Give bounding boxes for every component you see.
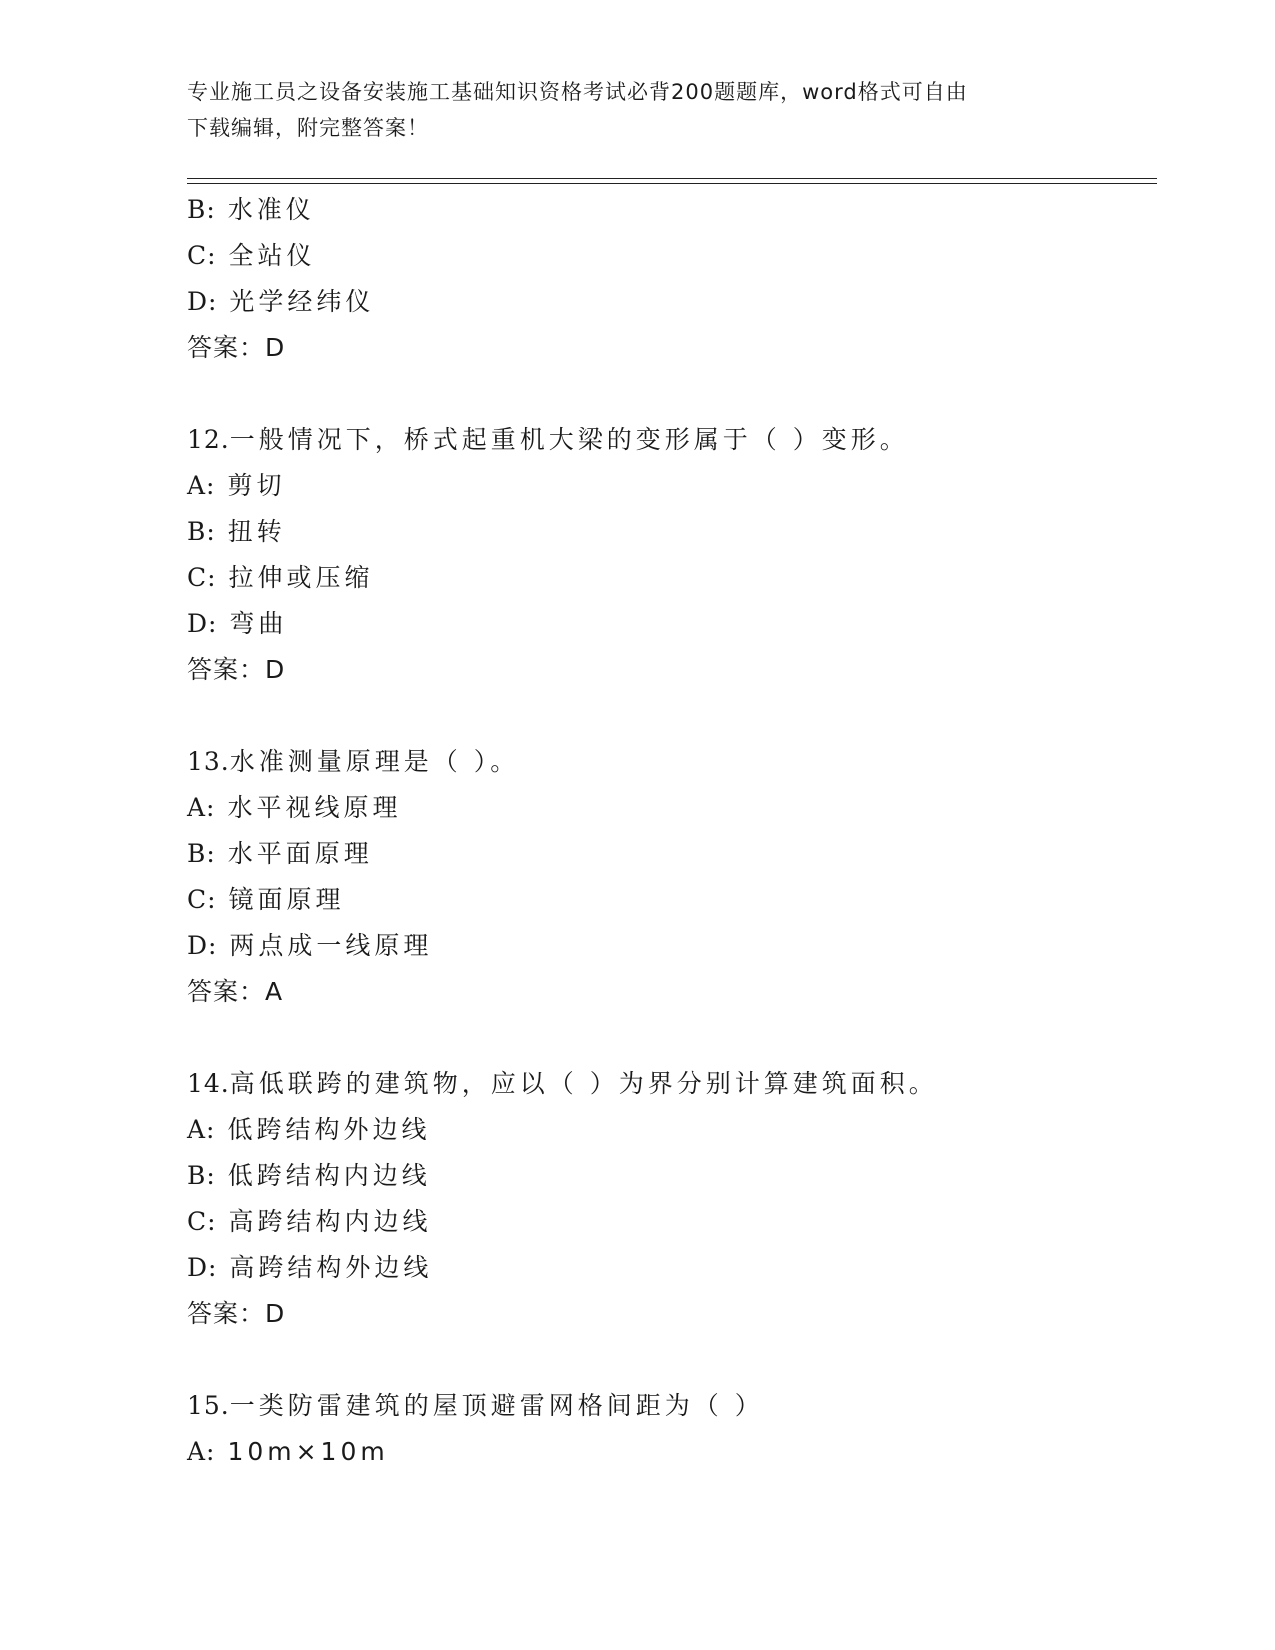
option-a bbox=[187, 463, 1157, 509]
option-c bbox=[187, 233, 1157, 279]
option-text: 低跨结构内边线 bbox=[227, 1161, 431, 1190]
question-number: 13. bbox=[187, 747, 230, 776]
option-text: 低跨结构外边线 bbox=[227, 1115, 431, 1144]
question-15-stem bbox=[187, 1383, 1157, 1429]
document-header bbox=[187, 74, 1087, 146]
option-text: 剪切 bbox=[227, 471, 286, 500]
option-label: C: bbox=[187, 563, 217, 592]
header-divider-top bbox=[187, 178, 1157, 179]
option-text: 镜面原理 bbox=[228, 885, 345, 914]
option-d bbox=[187, 923, 1157, 969]
option-text: 扭转 bbox=[227, 517, 286, 546]
answer-line: 答案：D bbox=[187, 655, 286, 684]
question-12-stem bbox=[187, 417, 1157, 463]
question-13-stem bbox=[187, 739, 1157, 785]
option-label: D: bbox=[187, 931, 218, 960]
question-14-stem bbox=[187, 1061, 1157, 1107]
option-label: D: bbox=[187, 287, 218, 316]
option-label: B: bbox=[187, 839, 216, 868]
spacer bbox=[187, 1337, 1157, 1383]
header-title-line-1: 专业施工员之设备安装施工基础知识资格考试必背200题题库，word格式可自由 bbox=[187, 80, 968, 104]
option-b bbox=[187, 831, 1157, 877]
option-label: B: bbox=[187, 517, 216, 546]
option-text: 高跨结构内边线 bbox=[228, 1207, 432, 1236]
option-c bbox=[187, 555, 1157, 601]
option-label: A: bbox=[187, 471, 216, 500]
option-label: B: bbox=[187, 195, 216, 224]
option-label: A: bbox=[187, 1437, 216, 1466]
question-number: 14. bbox=[187, 1069, 230, 1098]
option-label: C: bbox=[187, 241, 217, 270]
option-text: 两点成一线原理 bbox=[229, 931, 433, 960]
answer-line: 答案：A bbox=[187, 977, 284, 1006]
option-text: 10m×10m bbox=[227, 1437, 389, 1466]
spacer bbox=[187, 371, 1157, 417]
option-b bbox=[187, 187, 1157, 233]
option-text: 水准仪 bbox=[227, 195, 315, 224]
option-text: 全站仪 bbox=[228, 241, 316, 270]
option-label: D: bbox=[187, 609, 218, 638]
option-text: 光学经纬仪 bbox=[229, 287, 375, 316]
header-divider-bottom bbox=[187, 183, 1157, 184]
option-text: 水平视线原理 bbox=[227, 793, 402, 822]
question-text: 一般情况下，桥式起重机大梁的变形属于（ ）变形。 bbox=[229, 425, 909, 454]
question-number: 15. bbox=[187, 1391, 230, 1420]
question-text: 水准测量原理是（ ）。 bbox=[229, 747, 520, 776]
option-b bbox=[187, 1153, 1157, 1199]
option-label: C: bbox=[187, 885, 217, 914]
option-label: C: bbox=[187, 1207, 217, 1236]
option-b bbox=[187, 509, 1157, 555]
option-a bbox=[187, 1107, 1157, 1153]
option-d bbox=[187, 279, 1157, 325]
option-label: D: bbox=[187, 1253, 218, 1282]
question-content bbox=[187, 187, 1157, 1475]
option-label: A: bbox=[187, 1115, 216, 1144]
option-text: 拉伸或压缩 bbox=[228, 563, 374, 592]
spacer bbox=[187, 693, 1157, 739]
option-text: 高跨结构外边线 bbox=[229, 1253, 433, 1282]
option-text: 水平面原理 bbox=[227, 839, 373, 868]
option-d bbox=[187, 1245, 1157, 1291]
question-text: 一类防雷建筑的屋顶避雷网格间距为（ ） bbox=[229, 1391, 764, 1420]
question-text: 高低联跨的建筑物，应以（ ）为界分别计算建筑面积。 bbox=[229, 1069, 938, 1098]
option-label: A: bbox=[187, 793, 216, 822]
option-label: B: bbox=[187, 1161, 216, 1190]
option-c bbox=[187, 1199, 1157, 1245]
option-a bbox=[187, 785, 1157, 831]
option-a bbox=[187, 1429, 1157, 1475]
question-number: 12. bbox=[187, 425, 230, 454]
header-title-line-2: 下载编辑，附完整答案！ bbox=[187, 116, 429, 140]
option-text: 弯曲 bbox=[229, 609, 288, 638]
answer-line: 答案：D bbox=[187, 1299, 286, 1328]
option-c bbox=[187, 877, 1157, 923]
answer-line: 答案：D bbox=[187, 333, 286, 362]
option-d bbox=[187, 601, 1157, 647]
spacer bbox=[187, 1015, 1157, 1061]
